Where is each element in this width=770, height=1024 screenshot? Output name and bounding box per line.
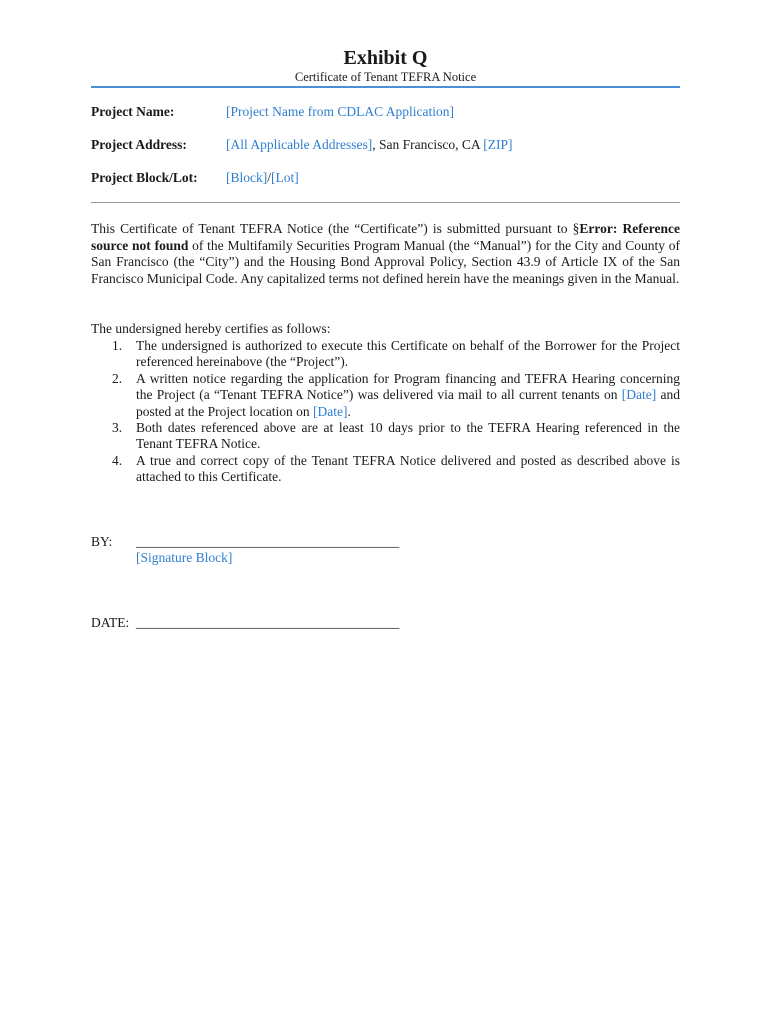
list-item <box>91 371 680 420</box>
project-block-lot-label: Project Block/Lot: <box>91 170 198 185</box>
lot-placeholder: [Lot] <box>271 170 299 185</box>
project-address-value <box>226 137 512 153</box>
list-item-text-a: A written notice regarding the application for Program financing and TEFRA Hearing concerning the Project (a “Tenant TEFRA Notice”) was delivered via mail to all current tenants on <box>136 370 680 403</box>
zip-placeholder: [ZIP] <box>483 137 513 152</box>
title-underline <box>91 86 680 88</box>
exhibit-title: Exhibit Q <box>343 47 428 69</box>
date-signature-line[interactable]: _______________________________________ <box>136 615 400 630</box>
project-address-label: Project Address: <box>91 137 187 152</box>
exhibit-subtitle: Certificate of Tenant TEFRA Notice <box>294 70 477 84</box>
paragraph-text-end: of the Multifamily Securities Program Manual (the “Manual”) for the City and County of San Francisco (the “City”) and the Housing Bond Approval Policy, Section 43.9 of Article IX of the San Francisco Municipal Code. Any capitalized terms not defined herein have the meanings given in the Manual. <box>91 237 680 286</box>
project-block-lot-value <box>226 170 299 186</box>
list-number: 4. <box>112 452 123 468</box>
project-name-label: Project Name: <box>91 104 175 119</box>
date-label: DATE: <box>91 615 130 630</box>
list-item <box>91 453 680 486</box>
date-placeholder: [Date] <box>312 403 348 419</box>
list-number: 1. <box>112 338 123 353</box>
list-item <box>91 338 680 371</box>
date-placeholder: [Date] <box>621 387 657 403</box>
list-number: 3. <box>112 420 123 436</box>
block-placeholder: [Block] <box>226 170 268 185</box>
signature-block-placeholder: [Signature Block] <box>136 550 233 565</box>
by-signature-line[interactable]: _______________________________________ <box>136 534 400 549</box>
project-name-value: [Project Name from CDLAC Application] <box>226 104 454 119</box>
certificate-paragraph <box>91 221 680 287</box>
list-item-text: The undersigned is authorized to execute this Certificate on behalf of the Borrower for the Project referenced hereinabove (the “Project”). <box>136 338 680 370</box>
list-item-text-b: and posted at the Project location on <box>136 387 680 419</box>
paragraph-text-start: This Certificate of Tenant TEFRA Notice (the “Certificate”) is submitted pursuant to § <box>91 221 580 236</box>
list-number: 2. <box>112 370 123 386</box>
list-item <box>91 420 680 453</box>
by-label: BY: <box>91 534 113 549</box>
list-item-text: Both dates referenced above are at least 10 days prior to the TEFRA Hearing referenced in the Tenant TEFRA Notice. <box>136 420 680 452</box>
section-divider <box>91 202 680 203</box>
block-lot-separator: / <box>267 170 272 185</box>
certification-list <box>91 338 680 486</box>
city-state-text: , San Francisco, CA <box>372 137 484 152</box>
list-item-text: A true and correct copy of the Tenant TEFRA Notice delivered and posted as described above is attached to this Certificate. <box>136 452 680 485</box>
project-block-lot-row <box>91 170 680 188</box>
list-item-text-c: . <box>347 403 351 419</box>
certification-intro: The undersigned hereby certifies as follows: <box>91 321 331 336</box>
reference-error-text: Error: Reference source not found <box>91 221 680 253</box>
project-name-row <box>91 104 680 122</box>
addresses-placeholder: [All Applicable Addresses] <box>226 137 373 152</box>
project-address-row <box>91 137 680 155</box>
list-item-text <box>136 371 680 419</box>
